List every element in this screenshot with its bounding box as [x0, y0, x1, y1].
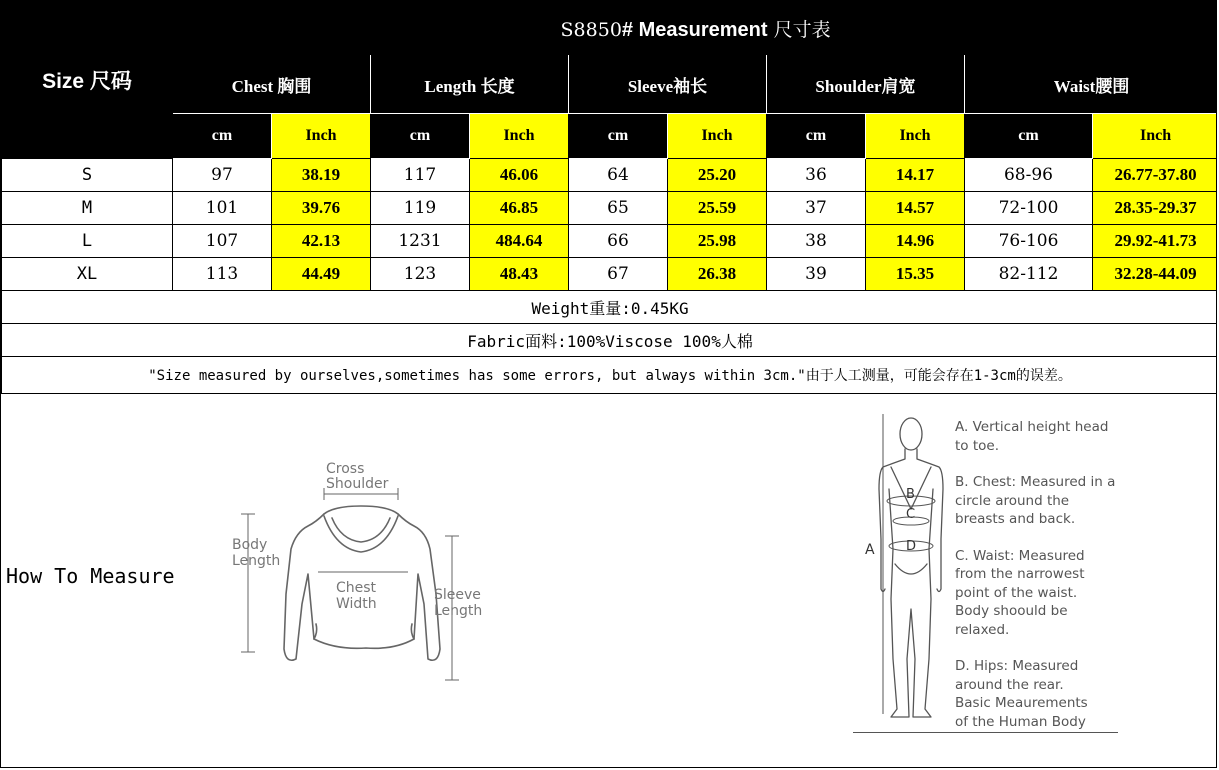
value-cell: 25.59 — [668, 192, 767, 225]
title-cn: 尺寸表 — [767, 18, 831, 41]
value-cell: 32.28-44.09 — [1093, 258, 1218, 291]
value-cell: 66 — [569, 225, 668, 258]
measurement-note: "Size measured by ourselves,sometimes has some errors, but always within 3cm."由于人工测量，可能会存在1-3cm的误差。 — [2, 357, 1218, 394]
size-cell: L — [2, 225, 173, 258]
value-cell: 65 — [569, 192, 668, 225]
cross-shoulder-label-1: Cross — [326, 461, 365, 477]
value-cell: 1231 — [371, 225, 470, 258]
body-notes — [955, 418, 1135, 749]
value-cell: 14.57 — [866, 192, 965, 225]
size-cell: S — [2, 159, 173, 192]
unit-inch: Inch — [668, 114, 767, 159]
note-a: A. Vertical height head to toe. — [955, 419, 1109, 454]
how-to-measure-label: How To Measure — [6, 564, 175, 588]
table-row — [2, 258, 1218, 291]
note-b: B. Chest: Measured in a circle around the breasts and back. — [955, 474, 1116, 527]
unit-cm: cm — [569, 114, 668, 159]
value-cell: 67 — [569, 258, 668, 291]
note-d: D. Hips: Measured around the rear. Basic Meaurements of the Human Body — [955, 658, 1088, 730]
value-cell: 38 — [767, 225, 866, 258]
sleeve-length-label-1: Sleeve — [434, 587, 481, 603]
value-cell: 28.35-29.37 — [1093, 192, 1218, 225]
value-cell: 113 — [173, 258, 272, 291]
value-cell: 484.64 — [470, 225, 569, 258]
value-cell: 46.85 — [470, 192, 569, 225]
value-cell: 97 — [173, 159, 272, 192]
value-cell: 14.17 — [866, 159, 965, 192]
sleeve-length-label-2: Length — [434, 603, 483, 619]
unit-cm: cm — [767, 114, 866, 159]
value-cell: 25.20 — [668, 159, 767, 192]
body-length-label-1: Body — [232, 537, 268, 553]
value-cell: 37 — [767, 192, 866, 225]
value-cell: 117 — [371, 159, 470, 192]
value-cell: 46.06 — [470, 159, 569, 192]
unit-inch: Inch — [866, 114, 965, 159]
letter-d: D — [906, 539, 917, 554]
value-cell: 36 — [767, 159, 866, 192]
unit-inch: Inch — [272, 114, 371, 159]
value-cell: 64 — [569, 159, 668, 192]
unit-cm: cm — [371, 114, 470, 159]
value-cell: 72-100 — [965, 192, 1093, 225]
weight-row: Weight重量:0.45KG — [2, 291, 1218, 324]
chest-width-label-1: Chest — [336, 580, 377, 596]
value-cell: 42.13 — [272, 225, 371, 258]
value-cell: 29.92-41.73 — [1093, 225, 1218, 258]
group-waist: Waist腰围 — [965, 55, 1218, 114]
unit-cm: cm — [173, 114, 272, 159]
how-to-measure-section — [1, 394, 1217, 768]
value-cell: 39 — [767, 258, 866, 291]
value-cell: 107 — [173, 225, 272, 258]
table-row — [2, 192, 1218, 225]
body-length-label-2: Length — [232, 553, 281, 569]
group-chest: Chest 胸围 — [173, 55, 371, 114]
unit-inch: Inch — [470, 114, 569, 159]
unit-inch: Inch — [1093, 114, 1218, 159]
letter-b: B — [906, 487, 915, 502]
value-cell: 101 — [173, 192, 272, 225]
value-cell: 25.98 — [668, 225, 767, 258]
group-shoulder: Shoulder肩宽 — [767, 55, 965, 114]
base-line — [853, 732, 1118, 733]
body-diagram — [851, 409, 956, 739]
group-length: Length 长度 — [371, 55, 569, 114]
value-cell: 119 — [371, 192, 470, 225]
value-cell: 68-96 — [965, 159, 1093, 192]
value-cell: 26.38 — [668, 258, 767, 291]
letter-a: A — [865, 542, 875, 558]
note-c: C. Waist: Measured from the narrowest point of the waist. Body shoould be relaxed. — [955, 547, 1085, 638]
title-bold: # Measurement — [621, 18, 768, 41]
shirt-diagram — [226, 454, 496, 694]
group-sleeve: Sleeve袖长 — [569, 55, 767, 114]
size-cell: M — [2, 192, 173, 225]
value-cell: 76-106 — [965, 225, 1093, 258]
size-cell: XL — [2, 258, 173, 291]
value-cell: 38.19 — [272, 159, 371, 192]
size-header: Size 尺码 — [2, 2, 173, 159]
value-cell: 15.35 — [866, 258, 965, 291]
value-cell: 82-112 — [965, 258, 1093, 291]
title-code: S8850 — [560, 18, 622, 41]
value-cell: 44.49 — [272, 258, 371, 291]
value-cell: 123 — [371, 258, 470, 291]
letter-c: C — [906, 507, 916, 522]
table-row — [2, 225, 1218, 258]
chart-title — [173, 2, 1218, 55]
fabric-row: Fabric面料:100%Viscose 100%人棉 — [2, 324, 1218, 357]
value-cell: 48.43 — [470, 258, 569, 291]
body-outline — [879, 418, 943, 717]
chest-width-label-2: Width — [336, 596, 377, 612]
value-cell: 39.76 — [272, 192, 371, 225]
value-cell: 14.96 — [866, 225, 965, 258]
table-row — [2, 159, 1218, 192]
unit-cm: cm — [965, 114, 1093, 159]
cross-shoulder-label-2: Shoulder — [326, 476, 389, 492]
value-cell: 26.77-37.80 — [1093, 159, 1218, 192]
size-table — [1, 1, 1217, 394]
